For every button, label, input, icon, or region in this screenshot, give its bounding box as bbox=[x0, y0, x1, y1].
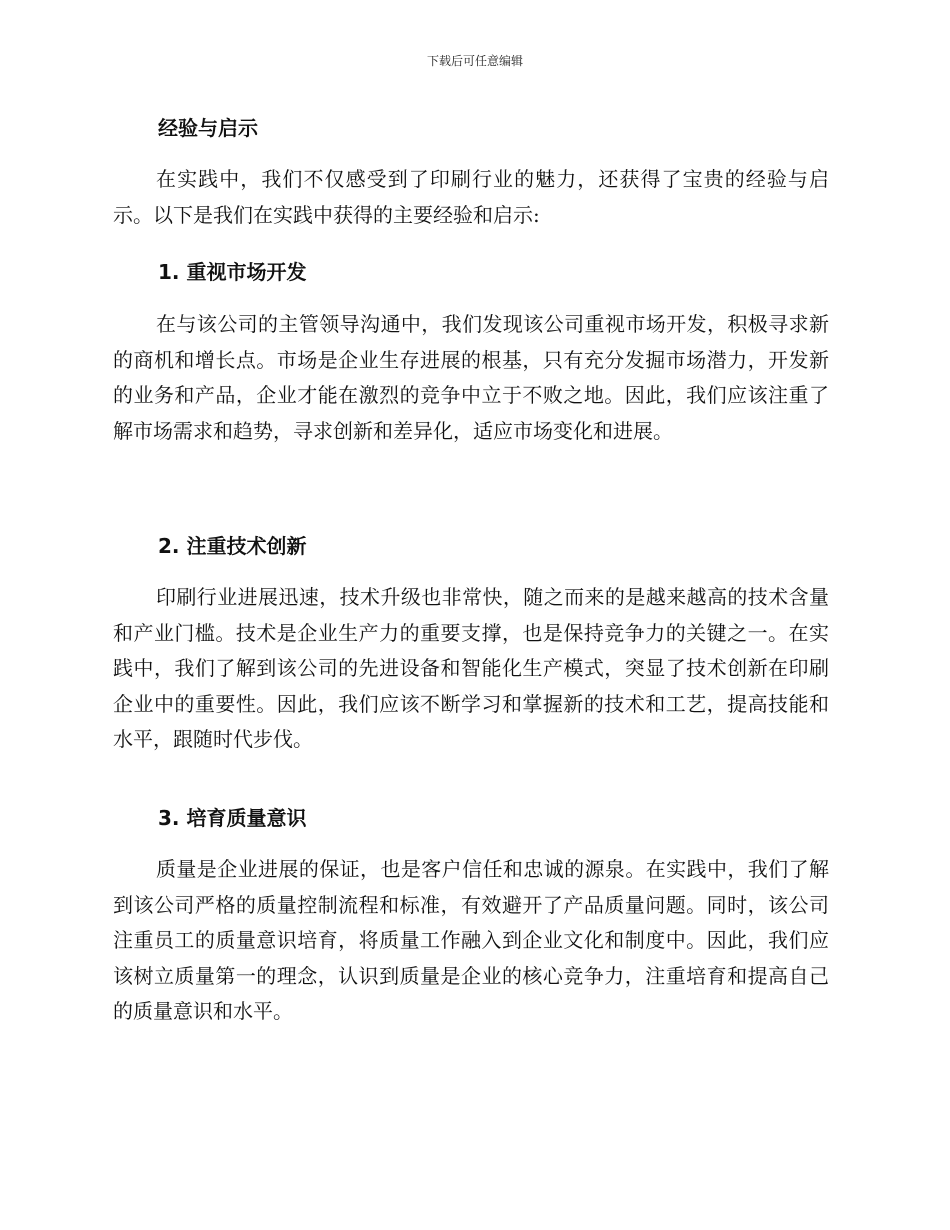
page-header: 下载后可任意编辑 bbox=[426, 54, 523, 68]
section-heading-market: 1. 重视市场开发 bbox=[158, 260, 307, 284]
section-heading-quality: 3. 培育质量意识 bbox=[158, 806, 307, 830]
section-heading-technology: 2. 注重技术创新 bbox=[158, 534, 307, 558]
section-paragraph-experience: 在实践中，我们不仅感受到了印刷行业的魅力，还获得了宝贵的经验与启示。以下是我们在实践中获得的主要经验和启示: bbox=[113, 167, 829, 227]
section-paragraph-quality: 质量是企业进展的保证，也是客户信任和忠诚的源泉。在实践中，我们了解到该公司严格的质量控制流程和标准，有效避开了产品质量问题。同时，该公司注重员工的质量意识培育，将质量工作融入到企业文化和制度中。因此，我们应该树立质量第一的理念，认识到质量是企业的核心竞争力，注重培育和提高自己的质量意识和水平。 bbox=[113, 857, 829, 1023]
section-paragraph-market: 在与该公司的主管领导沟通中，我们发现该公司重视市场开发，积极寻求新的商机和增长点。市场是企业生存进展的根基，只有充分发掘市场潜力，开发新的业务和产品，企业才能在激烈的竞争中立于不败之地。因此，我们应该注重了解市场需求和趋势，寻求创新和差异化，适应市场变化和进展。 bbox=[113, 312, 829, 443]
section-paragraph-technology: 印刷行业进展迅速，技术升级也非常快，随之而来的是越来越高的技术含量和产业门槛。技术是企业生产力的重要支撑，也是保持竞争力的关键之一。在实践中，我们了解到该公司的先进设备和智能化生产模式，突显了技术创新在印刷企业中的重要性。因此，我们应该不断学习和掌握新的技术和工艺，提高技能和水平，跟随时代步伐。 bbox=[113, 585, 829, 751]
section-heading-experience: 经验与启示 bbox=[158, 116, 258, 140]
